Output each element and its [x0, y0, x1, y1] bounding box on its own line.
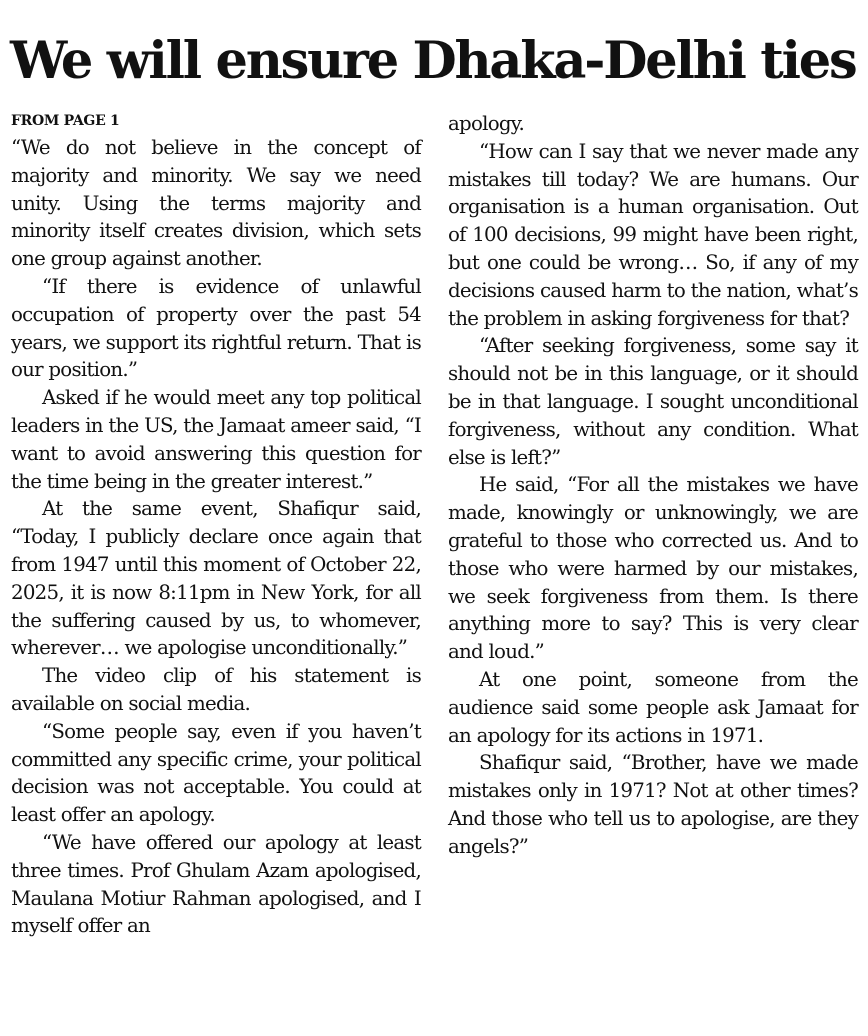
paragraph-continued: apology.: [448, 112, 525, 135]
paragraph: “We have offered our apology at least three times. Prof Ghulam Azam apologised, Maulana Motiur Rahman apologised, and I myself offer an: [11, 830, 421, 938]
paragraph: He said, “For all the mistakes we have made, knowingly or unknowingly, we are grateful to those who corrected us. And to those who were harmed by our mistakes, we seek forgiveness from them. Is there anything more to say? This is very clear and loud.”: [448, 473, 858, 664]
kicker-from-page: FROM PAGE 1: [11, 113, 120, 129]
paragraph: “After seeking forgiveness, some say it should not be in this language, or it should be in that language. I sought unconditional forgiveness, without any condition. What else is left?”: [448, 334, 858, 469]
paragraph: “We do not believe in the concept of majority and minority. We say we need unity. Using the terms majority and minority itself creates division, which sets one group against another.: [11, 136, 421, 271]
article-column-right: [448, 110, 858, 861]
paragraph: “Some people say, even if you haven’t committed any specific crime, your political decision was not acceptable. You could at least offer an apology.: [11, 719, 421, 827]
paragraph: “How can I say that we never made any mistakes till today? We are humans. Our organisation is a human organisation. Out of 100 decisions, 99 might have been right, but one could be wrong… So, if any of my decisions caused harm to the nation, what’s the problem in asking forgiveness for that?: [448, 139, 858, 330]
paragraph: The video clip of his statement is available on social media.: [11, 664, 421, 715]
paragraph: Asked if he would meet any top political leaders in the US, the Jamaat ameer said, “I want to avoid answering this question for the time being in the greater interest.”: [11, 386, 421, 493]
headline: We will ensure Dhaka-Delhi ties: [10, 31, 856, 91]
paragraph: At one point, someone from the audience said some people ask Jamaat for an apology for its actions in 1971.: [448, 667, 858, 747]
paragraph: Shafiqur said, “Brother, have we made mistakes only in 1971? Not at other times? And those who tell us to apologise, are they angels?”: [448, 751, 858, 858]
paragraph: “If there is evidence of unlawful occupation of property over the past 54 years, we support its rightful return. That is our position.”: [11, 274, 421, 382]
paragraph: At the same event, Shafiqur said, “Today, I publicly declare once again that from 1947 until this moment of October 22, 2025, it is now 8:11pm in New York, for all the suffering caused by us, to whomever, wherever… we apologise unconditionally.”: [11, 497, 421, 660]
article-column-left: [11, 108, 421, 940]
